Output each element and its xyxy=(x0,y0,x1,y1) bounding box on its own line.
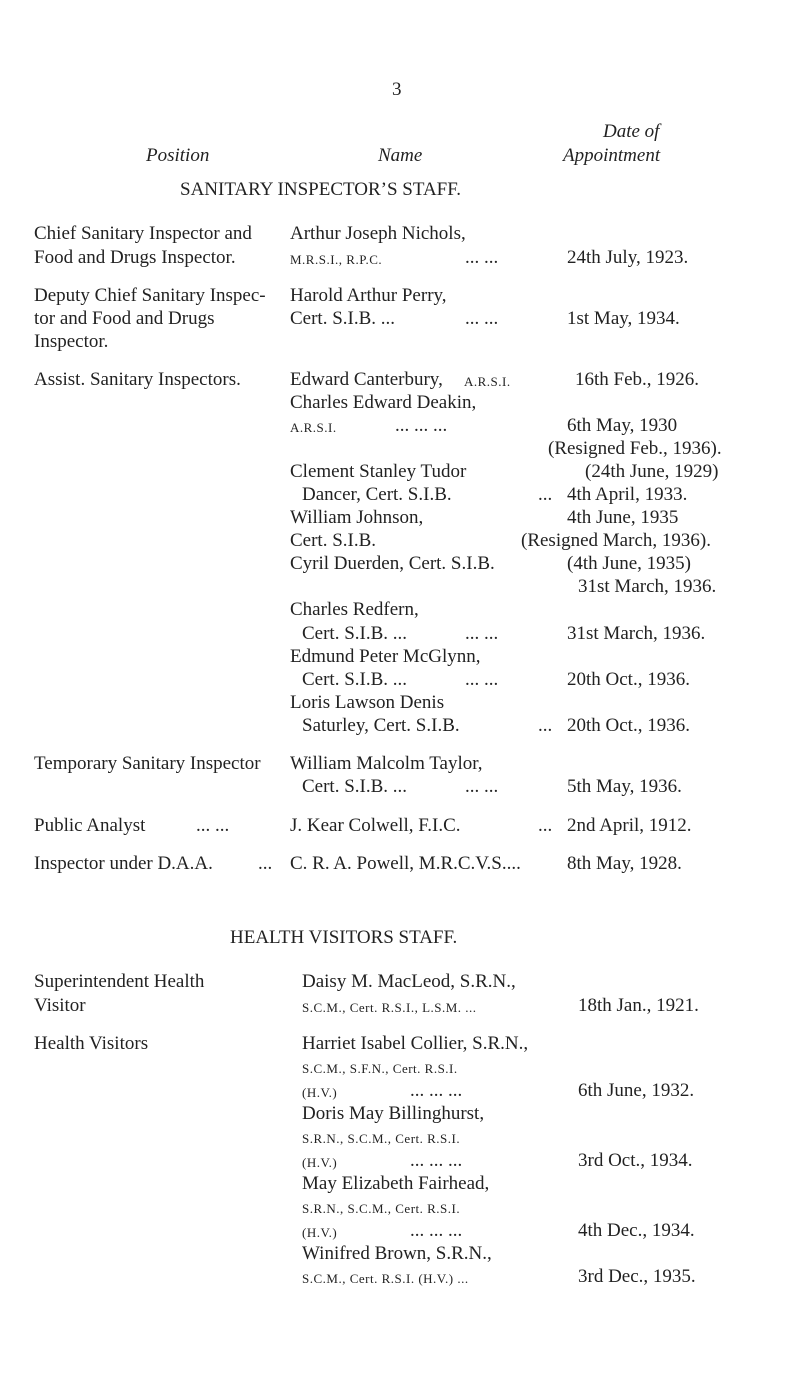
date-temporary: 5th May, 1936. xyxy=(567,776,682,797)
column-header-position: Position xyxy=(146,145,210,166)
date-visitor-3: 4th Dec., 1934. xyxy=(578,1220,695,1241)
column-header-date-line1: Date of xyxy=(603,121,660,142)
date-public-analyst: 2nd April, 1912. xyxy=(567,815,692,836)
date-deputy: 1st May, 1934. xyxy=(567,308,680,329)
note-assistant-5: (4th June, 1935) xyxy=(567,553,692,574)
qual-superintendent: S.C.M., Cert. R.S.I., L.S.M. ... xyxy=(302,1000,477,1015)
name-assistant-4b: Cert. S.I.B. xyxy=(290,530,377,551)
name-superintendent: Daisy M. MacLeod, S.R.N., xyxy=(302,971,516,992)
name-chief: Arthur Joseph Nichols, xyxy=(290,223,466,244)
page-number: 3 xyxy=(392,79,402,100)
position-daa: Inspector under D.A.A. xyxy=(34,853,213,874)
dots-analyst: ... xyxy=(538,815,553,836)
dots-daa-position: ... xyxy=(258,853,273,874)
dots-temporary: ... ... xyxy=(465,776,499,797)
section-title-sanitary: SANITARY INSPECTOR’S STAFF. xyxy=(180,179,462,200)
date-assistant-3: 4th April, 1933. xyxy=(567,484,688,505)
position-public-analyst: Public Analyst xyxy=(34,815,146,836)
name-assistant-1: Edward Canterbury, xyxy=(290,369,443,390)
date-assistant-7: 20th Oct., 1936. xyxy=(567,669,690,690)
name-assistant-3a: Clement Stanley Tudor xyxy=(290,461,467,482)
qual-chief: M.R.S.I., R.P.C. xyxy=(290,252,383,267)
position-superintendent-line2: Visitor xyxy=(34,995,86,1016)
date-assistant-4: 4th June, 1935 xyxy=(567,507,679,528)
dots-assistant-3: ... xyxy=(538,484,553,505)
name-visitor-2: Doris May Billinghurst, xyxy=(302,1103,485,1124)
qual-deputy: Cert. S.I.B. ... xyxy=(290,308,396,329)
note-assistant-4: (Resigned March, 1936). xyxy=(521,530,711,551)
qual-temporary: Cert. S.I.B. ... xyxy=(302,776,408,797)
column-header-date-line2: Appointment xyxy=(563,145,661,166)
name-daa: C. R. A. Powell, M.R.C.V.S.... xyxy=(290,853,521,874)
date-superintendent: 18th Jan., 1921. xyxy=(578,995,699,1016)
date-assistant-6: 31st March, 1936. xyxy=(567,623,706,644)
date-assistant-1: 16th Feb., 1926. xyxy=(575,369,700,390)
date-assistant-8: 20th Oct., 1936. xyxy=(567,715,690,736)
name-assistant-6a: Charles Redfern, xyxy=(290,599,419,620)
date-daa: 8th May, 1928. xyxy=(567,853,682,874)
dots-visitor-3: ... ... ... xyxy=(410,1220,463,1241)
qual-assistant-1: A.R.S.I. xyxy=(464,374,511,389)
qual2-visitor-3: (H.V.) xyxy=(302,1225,338,1240)
name-assistant-6b: Cert. S.I.B. ... xyxy=(302,623,408,644)
date-visitor-1: 6th June, 1932. xyxy=(578,1080,695,1101)
name-assistant-8b: Saturley, Cert. S.I.B. xyxy=(302,715,460,736)
qual-assistant-2: A.R.S.I. xyxy=(290,420,337,435)
dots-assistant-2: ... ... ... xyxy=(395,415,448,436)
qual-visitor-1: S.C.M., S.F.N., Cert. R.S.I. xyxy=(302,1061,458,1076)
name-temporary: William Malcolm Taylor, xyxy=(290,753,483,774)
date-visitor-4: 3rd Dec., 1935. xyxy=(578,1266,696,1287)
date-assistant-5: 31st March, 1936. xyxy=(578,576,717,597)
name-assistant-4a: William Johnson, xyxy=(290,507,424,528)
note-assistant-2: (Resigned Feb., 1936). xyxy=(548,438,722,459)
name-assistant-7a: Edmund Peter McGlynn, xyxy=(290,646,481,667)
position-chief-line2: Food and Drugs Inspector. xyxy=(34,247,236,268)
dots-visitor-1: ... ... ... xyxy=(410,1080,463,1101)
dots-analyst-position: ... ... xyxy=(196,815,230,836)
date-visitor-2: 3rd Oct., 1934. xyxy=(578,1150,693,1171)
position-health-visitors: Health Visitors xyxy=(34,1033,149,1054)
position-deputy-line1: Deputy Chief Sanitary Inspec- xyxy=(34,285,266,306)
dots-assistant-8: ... xyxy=(538,715,553,736)
name-assistant-3b: Dancer, Cert. S.I.B. xyxy=(302,484,452,505)
column-header-name: Name xyxy=(378,145,423,166)
name-assistant-8a: Loris Lawson Denis xyxy=(290,692,445,713)
dots-deputy: ... ... xyxy=(465,308,499,329)
name-visitor-3: May Elizabeth Fairhead, xyxy=(302,1173,490,1194)
position-superintendent-line1: Superintendent Health xyxy=(34,971,205,992)
qual-visitor-3: S.R.N., S.C.M., Cert. R.S.I. xyxy=(302,1201,461,1216)
name-assistant-5: Cyril Duerden, Cert. S.I.B. xyxy=(290,553,495,574)
date-assistant-2: 6th May, 1930 xyxy=(567,415,678,436)
section-title-health-visitors: HEALTH VISITORS STAFF. xyxy=(230,927,458,948)
position-assistants: Assist. Sanitary Inspectors. xyxy=(34,369,241,390)
qual-visitor-4: S.C.M., Cert. R.S.I. (H.V.) ... xyxy=(302,1271,469,1286)
name-assistant-7b: Cert. S.I.B. ... xyxy=(302,669,408,690)
position-temporary: Temporary Sanitary Inspector xyxy=(34,753,261,774)
name-visitor-1: Harriet Isabel Collier, S.R.N., xyxy=(302,1033,529,1054)
dots-assistant-6: ... ... xyxy=(465,623,499,644)
name-deputy: Harold Arthur Perry, xyxy=(290,285,447,306)
date-chief: 24th July, 1923. xyxy=(567,247,689,268)
dots-chief: ... ... xyxy=(465,247,499,268)
position-deputy-line3: Inspector. xyxy=(34,331,109,352)
note-assistant-3: (24th June, 1929) xyxy=(585,461,719,482)
name-public-analyst: J. Kear Colwell, F.I.C. xyxy=(290,815,461,836)
position-deputy-line2: tor and Food and Drugs xyxy=(34,308,215,329)
dots-assistant-7: ... ... xyxy=(465,669,499,690)
name-assistant-2: Charles Edward Deakin, xyxy=(290,392,477,413)
name-visitor-4: Winifred Brown, S.R.N., xyxy=(302,1243,492,1264)
qual-visitor-2: S.R.N., S.C.M., Cert. R.S.I. xyxy=(302,1131,461,1146)
position-chief-line1: Chief Sanitary Inspector and xyxy=(34,223,252,244)
dots-visitor-2: ... ... ... xyxy=(410,1150,463,1171)
qual2-visitor-1: (H.V.) xyxy=(302,1085,338,1100)
qual2-visitor-2: (H.V.) xyxy=(302,1155,338,1170)
